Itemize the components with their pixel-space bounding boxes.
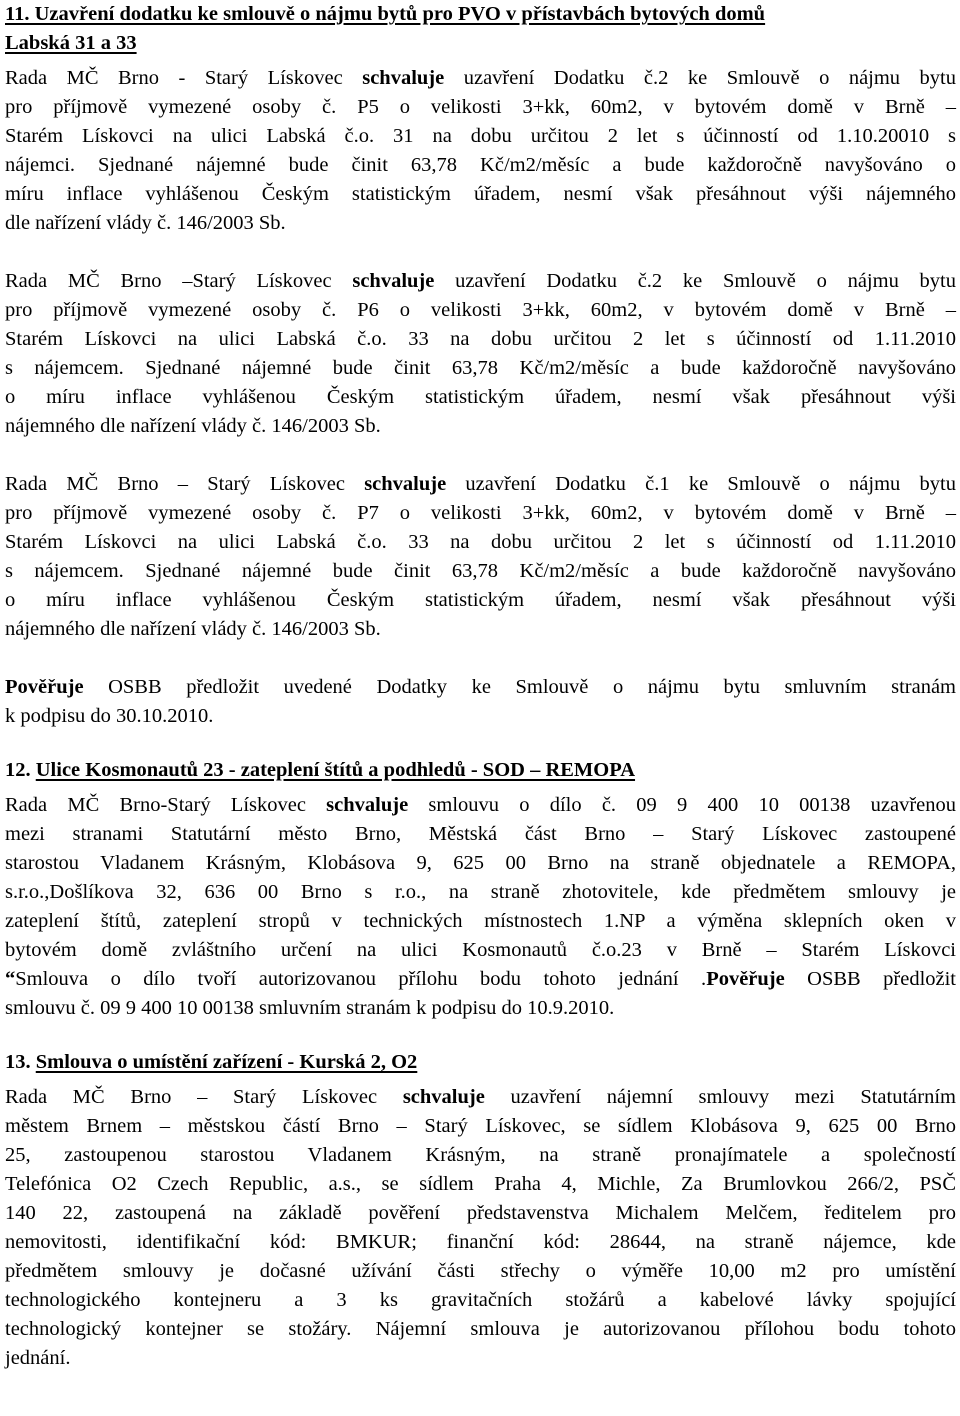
text-line: nájemného dle nařízení vlády č. 146/2003 Sb. <box>5 415 381 437</box>
text-line: Starém Lískovci na ulici Labská č.o. 33 na dobu určitou 2 let s účinností od 1.11.2010 <box>5 328 956 350</box>
bold-text: Pověřuje <box>706 968 785 990</box>
section-11-paragraph-2 <box>5 267 956 441</box>
text-line: Rada MČ Brno –Starý Lískovec schvaluje uzavření Dodatku č.2 ke Smlouvě o nájmu bytu <box>5 270 956 292</box>
bold-text: schvaluje <box>402 1086 485 1108</box>
section-11-heading <box>5 0 956 58</box>
text-line: dle nařízení vlády č. 146/2003 Sb. <box>5 212 286 234</box>
text-line: starostou Vladanem Krásným, Klobásova 9, 625 00 Brno na straně objednatele a REMOPA, <box>5 852 956 874</box>
section-11-paragraph-4 <box>5 673 956 731</box>
bold-text: “ <box>5 968 16 990</box>
text-line: s nájemcem. Sjednané nájemné bude činit 63,78 Kč/m2/měsíc a bude každoročně navyšováno <box>5 560 956 582</box>
section-12-number: 12. <box>5 759 36 781</box>
text-line: jednání. <box>5 1347 71 1369</box>
section-13-heading <box>5 1048 956 1077</box>
section-13-number: 13. <box>5 1051 36 1073</box>
text-line: 140 22, zastoupená na základě pověření představenstva Michalem Melčem, ředitelem pro <box>5 1202 956 1224</box>
text-line: smlouvu č. 09 9 400 10 00138 smluvním stranám k podpisu do 10.9.2010. <box>5 997 615 1019</box>
section-11-paragraph-3 <box>5 470 956 644</box>
text-fragment: OSBB předložit uvedené Dodatky ke Smlouvě o nájmu bytu smluvním stranám <box>83 676 956 698</box>
text-line: Starém Lískovci na ulici Labská č.o. 33 na dobu určitou 2 let s účinností od 1.11.2010 <box>5 531 956 553</box>
text-line: pro příjmově vymezené osoby č. P5 o velikosti 3+kk, 60m2, v bytovém domě v Brně – <box>5 96 956 118</box>
section-12-title: Ulice Kosmonautů 23 - zateplení štítů a podhledů - SOD – REMOPA <box>35 759 636 781</box>
text-line: k podpisu do 30.10.2010. <box>5 705 214 727</box>
text-line: předmětem smlouvy je dočasné užívání části střechy o výměře 10,00 m2 pro umístění <box>5 1260 956 1282</box>
text-line: 25, zastoupenou starostou Vladanem Krásným, na straně pronajímatele a společností <box>5 1144 956 1166</box>
text-line: Starém Lískovci na ulici Labská č.o. 31 na dobu určitou 2 let s účinností od 1.10.20010 s <box>5 125 956 147</box>
text-line: o míru inflace vyhlášenou Českým statistickým úřadem, nesmí však přesáhnout výši <box>5 386 956 408</box>
text-line: mezi stranami Statutární město Brno, Městská část Brno – Starý Lískovec zastoupené <box>5 823 956 845</box>
section-12-paragraph <box>5 791 956 1023</box>
text-line: Rada MČ Brno-Starý Lískovec schvaluje smlouvu o dílo č. 09 9 400 10 00138 uzavřenou <box>5 794 957 816</box>
text-line: o míru inflace vyhlášenou Českým statistickým úřadem, nesmí však přesáhnout výši <box>5 589 956 611</box>
text-line: technologický kontejner se stožáry. Nájemní smlouva je autorizovanou přílohou bodu tohoto <box>5 1318 956 1340</box>
text-line: technologického kontejneru a 3 ks gravitačních stožárů a kabelové lávky spojující <box>5 1289 956 1311</box>
text-line: bytovém domě zvláštního určení na ulici Kosmonautů č.o.23 v Brně – Starém Lískovci <box>5 939 956 961</box>
section-13-title: Smlouva o umístění zařízení - Kurská 2, O2 <box>35 1051 418 1073</box>
text-line: pro příjmově vymezené osoby č. P7 o velikosti 3+kk, 60m2, v bytovém domě v Brně – <box>5 502 956 524</box>
text-line: nájemného dle nařízení vlády č. 146/2003 Sb. <box>5 618 381 640</box>
bold-text: schvaluje <box>362 67 445 89</box>
text-line: Rada MČ Brno – Starý Lískovec schvaluje uzavření nájemní smlouvy mezi Statutárním <box>5 1086 956 1108</box>
text-line <box>5 673 956 702</box>
text-line: s nájemcem. Sjednané nájemné bude činit 63,78 Kč/m2/měsíc a bude každoročně navyšováno <box>5 357 956 379</box>
bold-text: schvaluje <box>364 473 447 495</box>
bold-text: Pověřuje <box>5 676 84 698</box>
section-11-heading-line1: 11. Uzavření dodatku ke smlouvě o nájmu bytů pro PVO v přístavbách bytových domů <box>5 3 766 25</box>
text-line: s.r.o.,Došlíkova 32, 636 00 Brno s r.o., na straně zhotovitele, kde předmětem smlouvy je <box>5 881 956 903</box>
text-line: Rada MČ Brno – Starý Lískovec schvaluje uzavření Dodatku č.1 ke Smlouvě o nájmu bytu <box>5 473 956 495</box>
section-11-heading-line2: Labská 31 a 33 <box>5 32 137 54</box>
text-line: pro příjmově vymezené osoby č. P6 o velikosti 3+kk, 60m2, v bytovém domě v Brně – <box>5 299 956 321</box>
section-11-paragraph-1 <box>5 64 956 238</box>
text-line: městem Brnem – městskou částí Brno – Starý Lískovec, se sídlem Klobásova 9, 625 00 Brno <box>5 1115 956 1137</box>
text-line: “Smlouva o dílo tvoří autorizovanou přílohu bodu tohoto jednání .Pověřuje OSBB předložit <box>5 968 957 990</box>
text-line: zateplení štítů, zateplení stropů v technických místnostech 1.NP a výměna sklepních oken v <box>5 910 956 932</box>
section-13-paragraph <box>5 1083 956 1373</box>
text-line: Telefónica O2 Czech Republic, a.s., se sídlem Praha 4, Michle, Za Brumlovkou 266/2, PSČ <box>5 1173 956 1195</box>
text-line: míru inflace vyhlášenou Českým statistickým úřadem, nesmí však přesáhnout výši nájemného <box>5 183 956 205</box>
section-12-heading <box>5 756 956 785</box>
text-line: nemovitosti, identifikační kód: BMKUR; finanční kód: 28644, na straně nájemce, kde <box>5 1231 956 1253</box>
text-line: nájemci. Sjednané nájemné bude činit 63,78 Kč/m2/měsíc a bude každoročně navyšováno o <box>5 154 956 176</box>
text-line: Rada MČ Brno - Starý Lískovec schvaluje uzavření Dodatku č.2 ke Smlouvě o nájmu bytu <box>5 67 956 89</box>
bold-text: schvaluje <box>352 270 435 292</box>
bold-text: schvaluje <box>326 794 409 816</box>
